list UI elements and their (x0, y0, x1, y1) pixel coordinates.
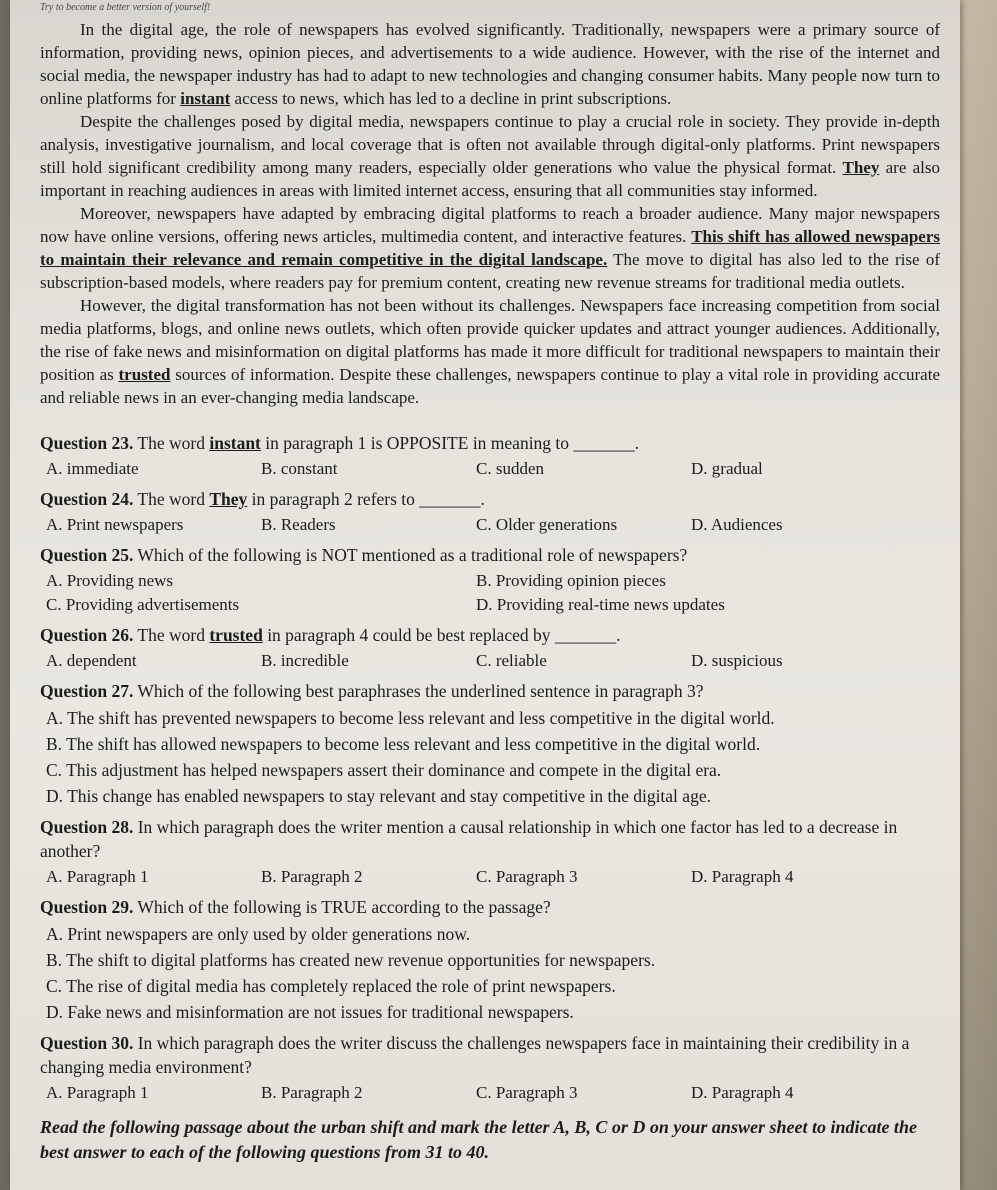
question-text-end: in paragraph 4 could be best replaced by _______. (262, 625, 621, 645)
closing-instruction: Read the following passage about the urban shift and mark the letter A, B, C or D on your answer sheet to indicate the best answer to each of the following questions from 31 to 40. (40, 1117, 917, 1162)
question-text: The word (133, 625, 210, 645)
option-c[interactable]: C. Providing advertisements (46, 595, 240, 614)
option-d[interactable]: D. Fake news and misinformation are not issues for traditional newspapers. (46, 1002, 574, 1022)
passage-paragraph-2 (40, 110, 940, 202)
option-b[interactable]: B. constant (261, 459, 338, 478)
option-a[interactable]: A. Print newspapers are only used by older generations now. (46, 924, 471, 944)
option-b[interactable]: B. The shift to digital platforms has created new revenue opportunities for newspapers. (46, 950, 656, 970)
document-page (40, 0, 940, 1165)
underlined-word-trusted: trusted (118, 365, 171, 384)
question-text: In which paragraph does the writer mention a causal relationship in which one factor has led to a decrease in another? (40, 817, 898, 861)
option-a[interactable]: A. Paragraph 1 (46, 867, 149, 886)
option-c[interactable]: C. This adjustment has helped newspapers assert their dominance and compete in the digital era. (46, 760, 722, 780)
passage-paragraph-1 (40, 18, 940, 110)
question-text-end: in paragraph 1 is OPPOSITE in meaning to _______. (260, 433, 640, 453)
passage-paragraph-3 (40, 202, 940, 294)
question-text: In which paragraph does the writer discuss the challenges newspapers face in maintaining their credibility in a changing media environment? (40, 1033, 910, 1077)
option-d[interactable]: D. Paragraph 4 (691, 867, 794, 886)
option-a[interactable]: A. The shift has prevented newspapers to become less relevant and less competitive in the digital world. (46, 708, 775, 728)
question-29 (40, 895, 940, 919)
option-b[interactable]: B. Providing opinion pieces (476, 571, 666, 590)
options-30 (46, 1081, 940, 1105)
question-26 (40, 623, 940, 647)
paragraph-4-text-end: sources of information. Despite these challenges, newspapers continue to play a vital role in providing accurate and reliable news in an ever-changing media landscape. (40, 365, 940, 407)
option-a[interactable]: A. Print newspapers (46, 515, 184, 534)
question-text: The word (133, 433, 210, 453)
question-28 (40, 815, 940, 863)
option-c[interactable]: C. The rise of digital media has completely replaced the role of print newspapers. (46, 976, 616, 996)
option-c[interactable]: C. Paragraph 3 (476, 867, 578, 886)
question-label: Question 28. (40, 817, 134, 837)
question-label: Question 25. (40, 545, 134, 565)
options-23 (46, 457, 940, 481)
option-b[interactable]: B. Paragraph 2 (261, 1083, 363, 1102)
paragraph-2-text-end: are also important in reaching audiences in areas with limited internet access, ensuring that all communities stay informed. (40, 158, 940, 200)
question-30 (40, 1031, 940, 1079)
paragraph-1-text-end: access to news, which has led to a decline in print subscriptions. (230, 89, 672, 108)
underlined-word-instant: instant (180, 89, 231, 108)
question-27 (40, 679, 940, 703)
options-26 (46, 649, 940, 673)
options-28 (46, 865, 940, 889)
question-label: Question 27. (40, 681, 134, 701)
question-underlined-word: instant (209, 433, 261, 453)
option-b[interactable]: B. Readers (261, 515, 336, 534)
question-25 (40, 543, 940, 567)
question-text: The word (133, 489, 210, 509)
passage-paragraph-4 (40, 294, 940, 409)
question-label: Question 26. (40, 625, 134, 645)
paragraph-3-text: Moreover, newspapers have adapted by embracing digital platforms to reach a broader audience. Many major newspapers now have online versions, offering news articles, multimedia content, and interactive features. (40, 204, 940, 246)
paragraph-4-text: However, the digital transformation has not been without its challenges. Newspapers face increasing competition from social media platforms, blogs, and online news outlets, which often provide quicker updates and attract younger audiences. Additionally, the rise of fake news and misinformation on digital platforms has made it more difficult for traditional newspapers to maintain their position as (40, 296, 940, 384)
options-24 (46, 513, 940, 537)
questions-section (40, 431, 940, 1165)
option-c[interactable]: C. Older generations (476, 515, 618, 534)
option-d[interactable]: D. Audiences (691, 515, 783, 534)
question-text: Which of the following best paraphrases the underlined sentence in paragraph 3? (133, 681, 704, 701)
option-b[interactable]: B. Paragraph 2 (261, 867, 363, 886)
underlined-sentence: This shift has allowed newspapers to maintain their relevance and remain competitive in the digital landscape. (40, 227, 940, 269)
header-note: Try to become a better version of yourself! (40, 2, 211, 13)
options-27 (46, 705, 940, 809)
option-a[interactable]: A. dependent (46, 651, 137, 670)
option-c[interactable]: C. Paragraph 3 (476, 1083, 578, 1102)
paragraph-3-text-end: The move to digital has also led to the rise of subscription-based models, where readers pay for premium content, creating new revenue streams for traditional media outlets. (40, 250, 940, 292)
options-25 (46, 569, 940, 617)
question-label: Question 23. (40, 433, 134, 453)
question-label: Question 29. (40, 897, 134, 917)
paragraph-1-text: In the digital age, the role of newspapers has evolved significantly. Traditionally, newspapers were a primary source of information, providing news, opinion pieces, and advertisements to a wide audience. However, with the rise of the internet and social media, the newspaper industry has had to adapt to new technologies and changing consumer habits. Many people now turn to online platforms for (40, 20, 940, 108)
question-label: Question 30. (40, 1033, 134, 1053)
question-label: Question 24. (40, 489, 134, 509)
option-a[interactable]: A. Paragraph 1 (46, 1083, 149, 1102)
option-b[interactable]: B. incredible (261, 651, 349, 670)
paragraph-2-text: Despite the challenges posed by digital media, newspapers continue to play a crucial role in society. They provide in-depth analysis, investigative journalism, and local coverage that is often not available through digital-only platforms. Print newspapers still hold significant credibility among many readers, especially older generations who value the physical format. (40, 112, 940, 177)
question-24 (40, 487, 940, 511)
option-a[interactable]: A. immediate (46, 459, 139, 478)
option-c[interactable]: C. reliable (476, 651, 547, 670)
options-29 (46, 921, 940, 1025)
option-d[interactable]: D. gradual (691, 459, 763, 478)
option-c[interactable]: C. sudden (476, 459, 544, 478)
question-text-end: in paragraph 2 refers to _______. (247, 489, 485, 509)
option-d[interactable]: D. Paragraph 4 (691, 1083, 794, 1102)
option-a[interactable]: A. Providing news (46, 571, 174, 590)
question-underlined-word: They (209, 489, 248, 509)
option-b[interactable]: B. The shift has allowed newspapers to become less relevant and less competitive in the digital world. (46, 734, 761, 754)
paper-sheet (10, 0, 960, 1190)
question-23 (40, 431, 940, 455)
underlined-word-they: They (842, 158, 880, 177)
question-text: Which of the following is NOT mentioned as a traditional role of newspapers? (133, 545, 688, 565)
question-underlined-word: trusted (209, 625, 263, 645)
option-d[interactable]: D. Providing real-time news updates (476, 595, 725, 614)
option-d[interactable]: D. This change has enabled newspapers to stay relevant and stay competitive in the digital age. (46, 786, 711, 806)
question-text: Which of the following is TRUE according to the passage? (133, 897, 551, 917)
option-d[interactable]: D. suspicious (691, 651, 783, 670)
